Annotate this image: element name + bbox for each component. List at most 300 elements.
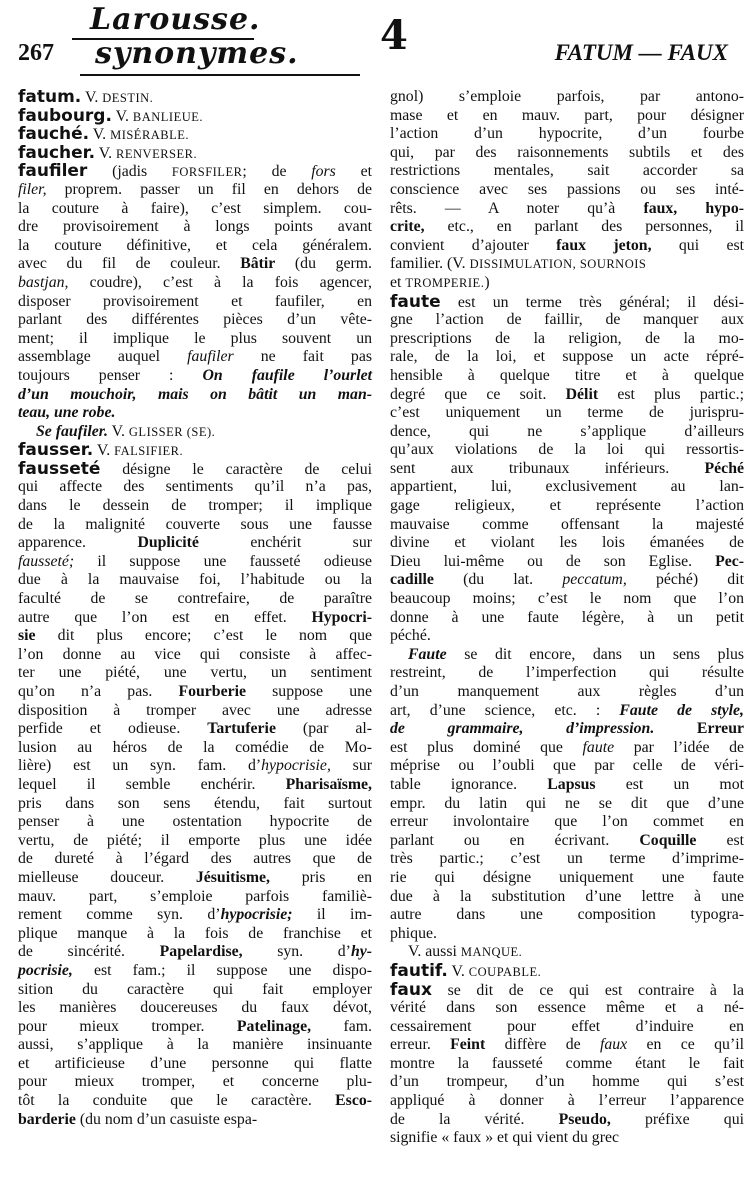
text-line xyxy=(18,702,372,721)
cross-reference: DISSIMULATION, SOURNOIS xyxy=(469,257,647,272)
text-line xyxy=(18,218,372,237)
text-run: mase et en mauv. part, pour désigner xyxy=(390,106,744,124)
text-run: disposition à tromper avec une adresse xyxy=(18,701,372,719)
text-line xyxy=(390,1018,744,1037)
text-run: est xyxy=(696,831,745,849)
text-line xyxy=(390,981,744,1000)
text-run: hensible à quelque titre et à quelque xyxy=(390,366,744,384)
text-run: se dit de ce qui est contraire à la xyxy=(431,981,744,999)
text-line xyxy=(18,1073,372,1092)
text-run: dre provisoirement à longs points avant xyxy=(18,218,372,236)
text-run: ; de xyxy=(242,163,312,181)
text-run: il suppose une fausseté odieuse xyxy=(74,552,372,570)
italic-text: bastjan, xyxy=(18,273,69,291)
text-run: est plus dominé que xyxy=(390,738,583,756)
text-line xyxy=(18,404,372,423)
handwritten-annotation-line2: synonymes. xyxy=(95,36,299,71)
text-run: la couture à faire), c’est simplem. cou- xyxy=(18,199,372,217)
text-run: divine et violant les lois émanées de xyxy=(390,534,744,552)
text-line xyxy=(390,144,744,163)
text-line xyxy=(390,367,744,386)
text-line xyxy=(390,757,744,776)
text-run: pour mieux tromper. xyxy=(18,1017,237,1035)
text-line xyxy=(18,237,372,256)
text-run: V. xyxy=(89,126,111,144)
text-run: degré que ce soit. xyxy=(390,385,566,403)
text-run: perfide et odieuse. xyxy=(18,720,208,738)
text-line xyxy=(18,757,372,776)
text-run: est un terme très général; il dési- xyxy=(440,293,744,311)
text-line xyxy=(390,553,744,572)
example-text: hy- xyxy=(350,943,372,961)
text-run: appliqué à donner à l’erreur l’apparence xyxy=(390,1092,744,1110)
text-line xyxy=(390,441,744,460)
text-line xyxy=(18,330,372,349)
text-run: l’action d’un hypocrite, d’un fourbe xyxy=(390,125,744,143)
text-line xyxy=(18,776,372,795)
text-run: gne l’action de faillir, de manquer aux xyxy=(390,311,744,329)
text-run: syn. d’ xyxy=(242,943,351,961)
synonym-term: Pec- xyxy=(715,552,744,570)
cross-reference: TROMPERIE. xyxy=(405,275,485,290)
synonym-term: Fourberie xyxy=(178,683,247,700)
italic-text: faux xyxy=(599,1036,628,1054)
text-line xyxy=(18,386,372,405)
text-run: de dureté à l’égard des autres que de xyxy=(18,850,372,868)
running-title: FATUM — FAUX xyxy=(554,40,728,65)
right-column xyxy=(390,88,744,1148)
text-run: empr. du latin qui ne se dit que d’une xyxy=(390,794,744,812)
cross-reference: COUPABLE. xyxy=(468,964,542,979)
text-run: d’un trompeur, d’un homme qui s’est xyxy=(390,1073,744,1091)
text-run: V. xyxy=(95,144,117,162)
text-line xyxy=(390,516,744,535)
text-run: cessairement pour effet d’induire en xyxy=(390,1017,744,1035)
text-run: V. xyxy=(447,962,469,980)
text-line xyxy=(390,386,744,405)
cross-reference: MISÉRABLE. xyxy=(110,128,190,143)
text-run: table ignorance. xyxy=(390,775,548,793)
text-run: toujours penser : xyxy=(18,366,203,384)
text-run: aussi, s’applique à la manière insinuante xyxy=(18,1036,372,1054)
text-line xyxy=(390,237,744,256)
text-line xyxy=(18,423,372,442)
synonym-term: Délit xyxy=(565,385,599,403)
text-run: est un mot xyxy=(595,775,744,793)
text-line xyxy=(390,795,744,814)
synonym-term: cadille xyxy=(390,571,434,589)
text-run: prescriptions de la religion, de la mo- xyxy=(390,329,744,347)
text-line xyxy=(390,293,744,312)
text-run: erreur involontaire que l’on commet en xyxy=(390,813,744,831)
text-line xyxy=(390,888,744,907)
text-run: due à la mauvaise foi, l’habitude ou la xyxy=(18,571,372,589)
italic-text: faute xyxy=(582,738,615,756)
text-run: de sincérité. xyxy=(18,943,160,961)
text-line xyxy=(390,311,744,330)
synonym-term: Erreur xyxy=(696,720,744,738)
example-text: On faufile l’ourlet xyxy=(202,366,372,384)
text-run: pour mieux tromper, et concerne plu- xyxy=(18,1073,372,1091)
text-run: méprise ou l’oubli que par celle de véri- xyxy=(390,757,744,775)
text-run: péché. xyxy=(390,627,431,645)
text-line xyxy=(390,330,744,349)
text-run: mauv. part, s’emploie parfois familiè- xyxy=(18,887,372,905)
text-run: qu’aux violations de la loi qui ressortis- xyxy=(390,441,744,459)
text-line xyxy=(390,1129,744,1148)
text-line xyxy=(390,1111,744,1130)
italic-text: fors xyxy=(311,163,336,181)
text-run: par l’idée de xyxy=(614,738,745,756)
text-run: qu’on n’a pas. xyxy=(18,683,179,700)
text-line xyxy=(18,460,372,479)
synonym-term: Bâtir xyxy=(240,255,276,273)
text-run: sition du caractère qui fait employer xyxy=(18,980,372,998)
text-run: est fam.; il suppose une dispo- xyxy=(72,961,372,979)
entry-headword: faubourg. xyxy=(18,105,112,126)
text-run: lière) est un syn. fam. d’ xyxy=(18,757,262,775)
synonym-term: Duplicité xyxy=(137,534,199,552)
entry-headword: faucher. xyxy=(18,142,96,163)
text-line xyxy=(390,255,744,274)
text-run: diffère de xyxy=(485,1036,600,1054)
cross-reference: FALSIFIER. xyxy=(114,444,184,459)
entry-headword: faux xyxy=(390,979,432,1000)
text-line xyxy=(18,832,372,851)
text-run: d’un manquement aux règles d’un xyxy=(390,683,744,700)
text-run: gage religieux, et représente l’action xyxy=(390,497,744,515)
text-run: penser à une ostentation hypocrite de xyxy=(18,813,372,831)
text-run: apparence. xyxy=(18,534,138,552)
text-line xyxy=(18,367,372,386)
text-run: autre dans une composition typogra- xyxy=(390,906,744,924)
text-run: parlant ou en écrivant. xyxy=(390,831,640,849)
text-run: de la vérité. xyxy=(390,1110,559,1128)
text-line xyxy=(18,795,372,814)
text-run: coudre), c’est à la fois agencer, xyxy=(68,273,372,291)
text-line xyxy=(390,404,744,423)
text-run: disposer provisoirement et faufiler, en xyxy=(18,292,372,310)
text-run: tôt la conduite que le caractère. xyxy=(18,1092,336,1110)
text-run: qui est xyxy=(651,236,744,254)
text-run: péché) dit xyxy=(626,571,744,589)
text-run: convient d’ajouter xyxy=(390,236,557,254)
italic-text: hypocrisie, xyxy=(261,757,331,775)
text-line xyxy=(18,609,372,628)
example-text: de grammaire, d’impression. xyxy=(390,720,655,738)
synonym-term: barderie xyxy=(18,1110,76,1128)
text-line xyxy=(18,516,372,535)
text-run: dans le dessein de tromper; il implique xyxy=(18,497,372,515)
text-line xyxy=(390,683,744,702)
text-line xyxy=(390,850,744,869)
text-line xyxy=(18,107,372,126)
example-text: Se faufiler. xyxy=(36,422,108,440)
entry-headword: fausser. xyxy=(18,440,94,461)
example-text: Faute xyxy=(408,645,447,663)
text-line xyxy=(390,943,744,962)
text-run: appartient, lui, exclusivement au lan- xyxy=(390,478,744,496)
text-run: de la malignité couverte sous une fausse xyxy=(18,515,372,533)
text-line xyxy=(18,534,372,553)
text-run: lusion au héros de la comédie de Mo- xyxy=(18,738,372,756)
cross-reference: MANQUE. xyxy=(460,945,523,960)
text-line xyxy=(18,125,372,144)
text-line xyxy=(390,999,744,1018)
text-run: c’est uniquement un terme de jurispru- xyxy=(390,404,744,422)
synonym-term: Coquille xyxy=(639,831,697,849)
text-line xyxy=(18,1092,372,1111)
text-run: restrictions mentales, sait accorder sa xyxy=(390,162,744,180)
synonym-term: Pseudo, xyxy=(558,1110,611,1128)
text-line xyxy=(18,553,372,572)
left-column xyxy=(18,88,372,1129)
text-line xyxy=(390,348,744,367)
text-line xyxy=(18,813,372,832)
italic-text: filer, xyxy=(18,180,47,198)
text-line xyxy=(390,274,744,293)
page-number: 267 xyxy=(18,40,54,66)
cross-reference: GLISSER (SE). xyxy=(128,424,216,439)
page-header xyxy=(0,0,750,80)
text-run: plique manque à la fois de franchise et xyxy=(18,924,372,942)
handwritten-annotation-line1: Larousse. xyxy=(90,2,261,37)
text-line xyxy=(18,906,372,925)
text-run: vertu, de piété; il emporte plus une idée xyxy=(18,831,372,849)
example-text: hypocrisie; xyxy=(220,906,293,924)
synonym-term: Péché xyxy=(704,459,744,477)
synonym-term: Lapsus xyxy=(547,775,596,793)
text-line xyxy=(390,1055,744,1074)
text-run: erreur. xyxy=(390,1036,451,1054)
text-run: les manières doucereuses du faux dévot, xyxy=(18,999,372,1017)
text-run: dit plus encore; c’est le nom que xyxy=(35,627,372,645)
text-line xyxy=(18,255,372,274)
text-run: dence, qui ne s’applique d’ailleurs xyxy=(390,422,744,440)
text-line xyxy=(18,590,372,609)
text-line xyxy=(18,720,372,739)
synonym-term: Feint xyxy=(450,1036,486,1054)
text-run: et xyxy=(335,163,372,181)
text-run: gnol) s’emploie parfois, par antono- xyxy=(390,88,744,105)
text-line xyxy=(390,702,744,721)
text-run: et xyxy=(390,273,406,291)
text-run: phique. xyxy=(390,924,437,942)
text-line xyxy=(390,720,744,739)
text-line xyxy=(390,125,744,144)
text-run: (par al- xyxy=(275,720,372,738)
synonym-term: Tartuferie xyxy=(207,720,276,738)
text-line xyxy=(390,1073,744,1092)
text-run: (du germ. xyxy=(275,255,372,273)
synonym-term: sie xyxy=(18,627,36,645)
text-line xyxy=(390,162,744,181)
text-line xyxy=(18,274,372,293)
text-line xyxy=(390,1092,744,1111)
text-line xyxy=(390,627,744,646)
entry-headword: faute xyxy=(390,291,441,312)
text-run: rement comme syn. d’ xyxy=(18,906,221,924)
text-run: montre la fausseté comme étant le fait xyxy=(390,1054,744,1072)
text-line xyxy=(390,478,744,497)
text-run: V. aussi xyxy=(408,943,461,961)
text-run: la couture définitive, et cela généralem. xyxy=(18,236,372,254)
example-text: teau, une robe. xyxy=(18,404,116,422)
synonym-term: Hypocri- xyxy=(311,608,372,626)
text-line xyxy=(390,609,744,628)
text-line xyxy=(18,683,372,702)
text-line xyxy=(18,144,372,163)
text-run: préfixe qui xyxy=(610,1110,744,1128)
text-run: mauvaise comme offensant la majesté xyxy=(390,515,744,533)
text-line xyxy=(390,497,744,516)
text-run: qui affecte des sentiments qu’il n’a pas, xyxy=(18,478,372,496)
text-line xyxy=(390,776,744,795)
text-run: (jadis xyxy=(87,163,172,181)
text-run: V. xyxy=(93,442,115,460)
text-run: V. xyxy=(107,422,129,440)
text-run: sur xyxy=(330,757,372,775)
handwritten-underline-2 xyxy=(80,74,360,76)
example-text: d’un mouchoir, mais on bâtit un man- xyxy=(18,385,372,403)
text-line xyxy=(390,925,744,944)
text-run: ne fait pas xyxy=(233,348,372,366)
cross-reference: RENVERSER. xyxy=(116,146,198,161)
text-line xyxy=(18,497,372,516)
synonym-term: Pharisaïsme, xyxy=(285,775,372,793)
cross-reference: DESTIN. xyxy=(102,91,154,105)
text-run: ment; il implique le plus souvent un xyxy=(18,329,372,347)
text-line xyxy=(390,832,744,851)
text-run: rie qui désigne uniquement une faute xyxy=(390,868,744,886)
text-line xyxy=(390,88,744,107)
text-run: qui, par des raisonnements subtils et des xyxy=(390,143,744,161)
text-run: art, d’une science, etc. : xyxy=(390,701,620,719)
text-run: etc., en parlant des personnes, il xyxy=(424,218,744,236)
text-line xyxy=(18,1018,372,1037)
text-line xyxy=(18,943,372,962)
text-line xyxy=(390,1036,744,1055)
text-line xyxy=(18,88,372,107)
text-run: enchérit sur xyxy=(198,534,372,552)
text-line xyxy=(390,200,744,219)
text-line xyxy=(390,460,744,479)
text-run: due à la substitution d’une lettre à une xyxy=(390,887,744,905)
text-run: avec du fil de couleur. xyxy=(18,255,241,273)
text-run: l’on donne au vice qui consiste à affec- xyxy=(18,645,372,663)
text-run: il im- xyxy=(292,906,372,924)
example-text: pocrisie, xyxy=(18,961,73,979)
text-line xyxy=(390,813,744,832)
text-run: autre que l’on est en effet. xyxy=(18,608,312,626)
text-line xyxy=(18,293,372,312)
text-run: et artificieuse d’une personne qui flatte xyxy=(18,1054,372,1072)
text-run: ) xyxy=(484,273,490,291)
text-run: (du lat. xyxy=(433,571,563,589)
entry-headword: fatum. xyxy=(18,87,82,107)
text-line xyxy=(18,348,372,367)
text-run: mielleuse douceur. xyxy=(18,868,196,886)
text-line xyxy=(390,869,744,888)
text-run: fam. xyxy=(311,1017,372,1035)
example-text: Faute de style, xyxy=(619,701,745,719)
text-line xyxy=(18,869,372,888)
text-run xyxy=(654,720,697,737)
text-line xyxy=(18,1055,372,1074)
text-run: V. xyxy=(111,107,133,125)
synonym-term: Patelinage, xyxy=(236,1017,312,1035)
synonym-term: faux jeton, xyxy=(556,236,652,254)
text-run: conscience avec ses passions ou ses inté- xyxy=(390,180,744,198)
entry-headword: fausseté xyxy=(18,458,101,479)
text-run: (du nom d’un casuiste espa- xyxy=(75,1110,258,1128)
cross-reference: FORSFILER xyxy=(171,165,243,180)
synonym-term: Esco- xyxy=(335,1092,372,1110)
text-run: très partic.; c’est un terme d’imprime- xyxy=(390,850,744,868)
synonym-term: Papelardise, xyxy=(159,943,243,961)
text-run: ter une piété, une vertu, un sentiment xyxy=(18,664,372,682)
text-run: restreint, de l’imperfection qui résulte xyxy=(390,664,744,682)
text-line xyxy=(390,571,744,590)
italic-text: peccatum, xyxy=(562,571,627,589)
text-line xyxy=(18,1111,372,1130)
text-line xyxy=(18,311,372,330)
text-line xyxy=(390,646,744,665)
text-line xyxy=(18,571,372,590)
entry-headword: fauché. xyxy=(18,124,90,145)
text-line xyxy=(390,664,744,683)
text-run: Dieu lui-même ou de son Eglise. xyxy=(390,552,716,570)
text-run: sent aux tribunaux inférieurs. xyxy=(390,459,705,477)
text-run: donne à une faute légère, à un petit xyxy=(390,608,744,626)
text-line xyxy=(18,999,372,1018)
text-run: familier. (V. xyxy=(390,255,470,273)
text-line xyxy=(18,200,372,219)
text-line xyxy=(18,962,372,981)
synonym-term: crite, xyxy=(390,218,425,236)
text-line xyxy=(18,627,372,646)
text-line xyxy=(18,850,372,869)
text-line xyxy=(390,423,744,442)
text-run: signifie « faux » et qui vient du grec xyxy=(390,1129,619,1147)
cross-reference: BANLIEUE. xyxy=(132,109,203,124)
text-run: pris en xyxy=(270,868,372,886)
text-line xyxy=(18,181,372,200)
text-run: se dit encore, dans un sens plus xyxy=(446,645,744,663)
text-run: lequel il semble enchérir. xyxy=(18,775,286,793)
text-line xyxy=(18,739,372,758)
text-line xyxy=(390,739,744,758)
text-line xyxy=(390,218,744,237)
text-run: désigne le caractère de celui xyxy=(100,460,372,478)
text-run: suppose une xyxy=(246,683,372,700)
text-line xyxy=(390,590,744,609)
text-run: faculté de se contrefaire, de paraître xyxy=(18,590,372,608)
entry-headword: fautif. xyxy=(390,960,448,981)
text-run: V. xyxy=(81,89,103,106)
text-run: proprem. passer un fil en dehors de xyxy=(46,180,372,198)
text-run: en ce qu’il xyxy=(627,1036,744,1054)
text-run: beaucoup moins; c’est le nom que l’on xyxy=(390,590,744,608)
synonym-term: faux, hypo- xyxy=(643,199,744,217)
text-line xyxy=(390,107,744,126)
text-line xyxy=(390,181,744,200)
text-run: est plus partic.; xyxy=(598,385,744,403)
text-line xyxy=(390,534,744,553)
handwritten-page-mark: 4 xyxy=(380,12,409,59)
text-line xyxy=(390,962,744,981)
text-line xyxy=(18,646,372,665)
